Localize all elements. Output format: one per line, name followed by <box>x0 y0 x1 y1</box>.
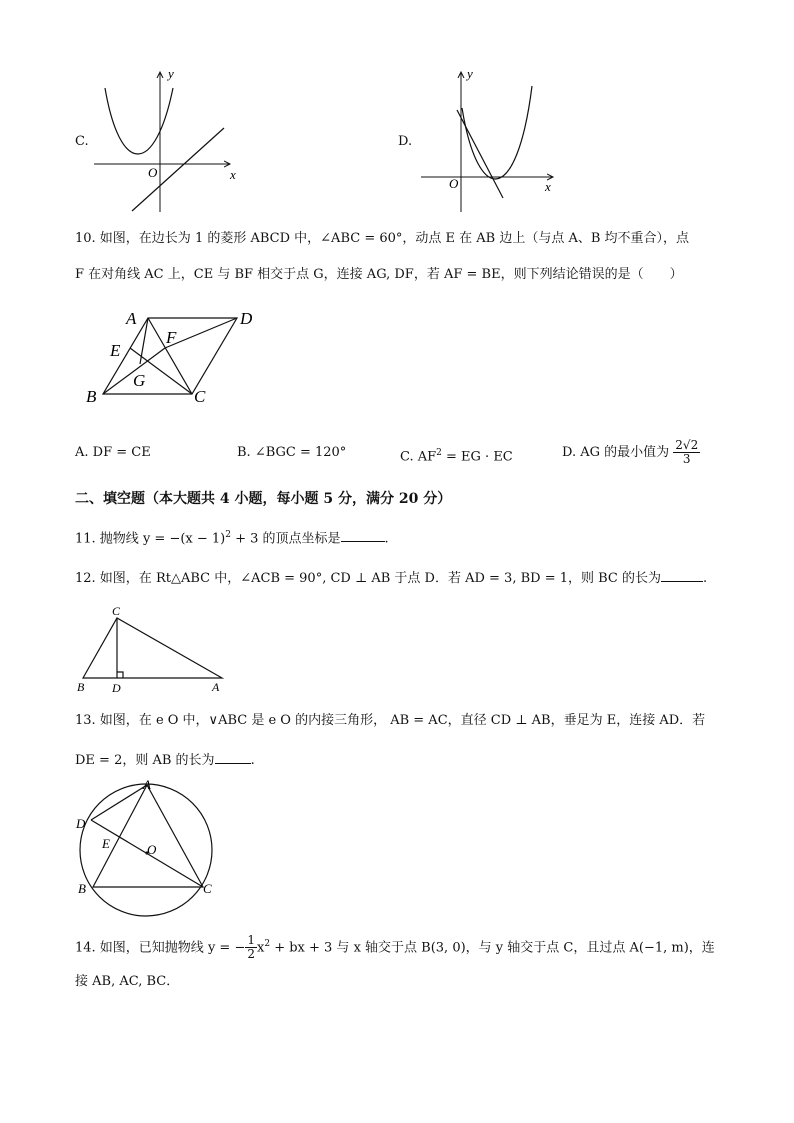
origin-label: O <box>449 176 459 191</box>
q13-line1: 13. 如图，在 e O 中，∨ABC 是 e O 的内接三角形， AB = AC，直径 CD ⊥ AB，垂足为 E，连接 AD．若 <box>75 713 706 728</box>
label-b: B <box>78 881 86 896</box>
right-angle-mark <box>117 672 123 678</box>
answer-blank[interactable] <box>341 527 385 542</box>
q12-text: 12. 如图，在 Rt△ABC 中，∠ACB = 90°, CD ⊥ AB 于点 D．若 AD = 3, BD = 1，则 BC 的长为 . <box>75 567 707 589</box>
y-label: y <box>168 66 174 81</box>
fraction: $\frac{1}{2}$ <box>247 933 255 962</box>
q10-option-c: C. $AF^2$ = EG · EC <box>400 448 513 465</box>
circle-o <box>80 784 212 916</box>
label-d: D <box>112 681 121 694</box>
y-label: y <box>467 66 473 81</box>
label-d: D <box>240 309 253 328</box>
label-c: C <box>112 604 121 618</box>
q10-option-b: B. ∠BGC = 120° <box>237 445 347 460</box>
label-b: B <box>77 680 85 694</box>
answer-blank[interactable] <box>661 567 703 582</box>
label-e: E <box>102 836 110 851</box>
x-label: x <box>545 179 551 194</box>
q12-figure-triangle <box>74 602 234 694</box>
origin-label: O <box>148 165 158 180</box>
label-e: E <box>110 341 121 360</box>
fraction: $\frac{2√2}{3}$ <box>675 438 699 466</box>
q11-text: 11. 抛物线 $y = -(x - 1)^2 + 3$ 的顶点坐标是 . <box>75 525 389 549</box>
parabola <box>462 86 532 179</box>
graph-d <box>415 66 565 216</box>
label-c: C <box>203 881 212 896</box>
label-a: A <box>143 778 151 792</box>
q10-line1: 10. 如图，在边长为 1 的菱形 ABCD 中，∠ABC = 60°，动点 E 在 AB 边上（与点 A、B 均不重合），点 <box>75 231 690 246</box>
x-label: x <box>230 167 236 182</box>
line <box>457 110 503 198</box>
q10-option-a: A. DF = CE <box>75 445 151 460</box>
q14-line1: 14. 如图，已知抛物线 y = − $\frac{1}{2}$ $x^2$ + bx + 3 与 x 轴交于点 B(3, 0)，与 y 轴交于点 C，且过点 A(−1, m)，连 <box>75 933 715 962</box>
option-c-label: C. <box>75 134 89 149</box>
parabola <box>105 88 173 154</box>
label-c: C <box>194 387 206 406</box>
label-f: F <box>166 328 177 347</box>
q14-line2: 接 AB, AC, BC． <box>75 974 180 989</box>
label-o: O <box>147 842 157 857</box>
q10-option-d: D. AG 的最小值为 $\frac{2√2}{3}$ <box>562 438 699 466</box>
label-g: G <box>133 371 146 390</box>
q13-line2: DE = 2，则 AB 的长为 . <box>75 749 255 771</box>
line <box>132 128 224 211</box>
answer-blank[interactable] <box>215 749 251 764</box>
label-d: D <box>76 816 86 831</box>
q10-figure-rhombus <box>80 306 270 406</box>
q13-figure-circle <box>74 778 234 920</box>
q10-line2: F 在对角线 AC 上，CE 与 BF 相交于点 G，连接 AG, DF，若 AF = BE，则下列结论错误的是（ ） <box>75 267 683 282</box>
label-b: B <box>86 387 97 406</box>
section-2-heading: 二、填空题（本大题共 4 小题，每小题 5 分，满分 20 分） <box>75 491 452 507</box>
option-d-label: D. <box>398 134 413 149</box>
label-a: A <box>212 680 220 694</box>
graph-c <box>90 66 240 216</box>
label-a: A <box>126 309 137 328</box>
triangle-abc <box>83 618 222 678</box>
